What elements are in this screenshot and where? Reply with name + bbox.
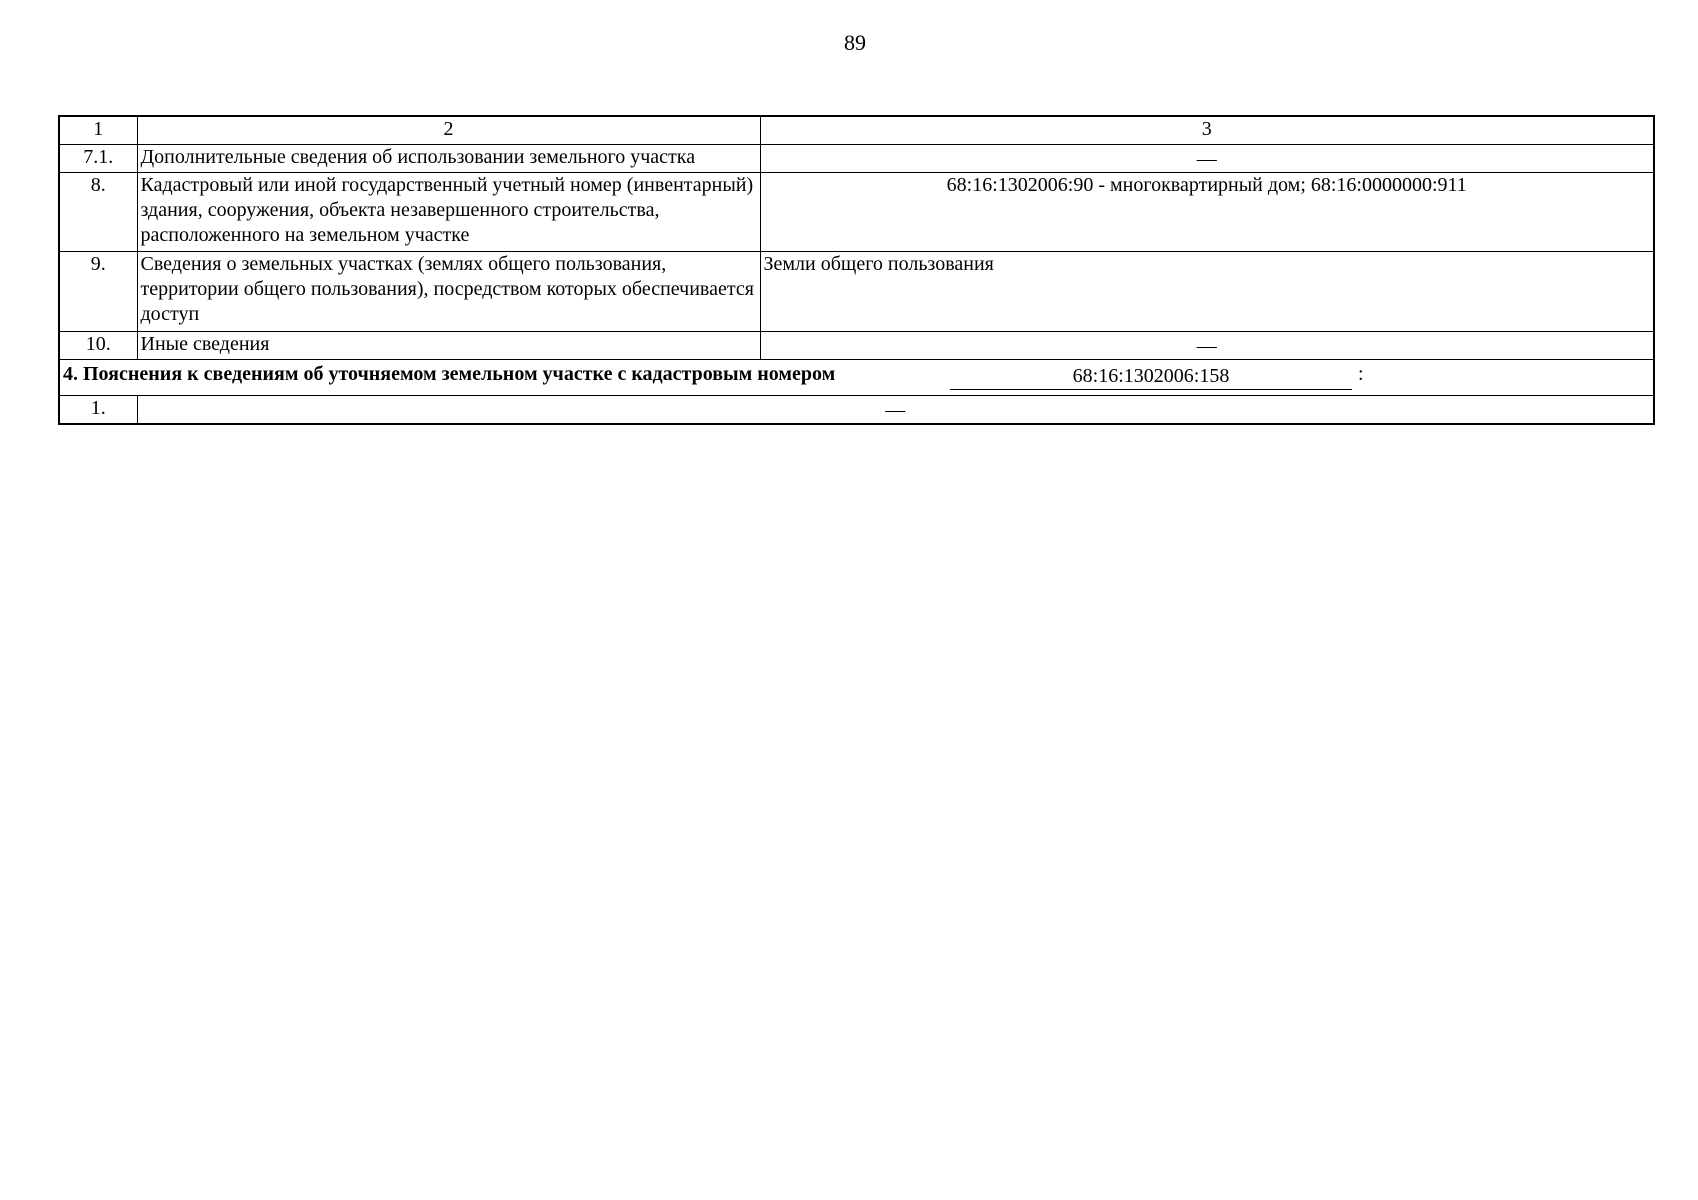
section-4-colon: : [1358,363,1364,385]
section-4-header [59,360,1654,396]
section-4-header-row [59,360,1654,396]
row-label: Кадастровый или иной государственный учетный номер (инвентарный) здания, сооружения, объекта незавершенного строительства, расположенного на земельном участке [137,173,760,252]
row-label: Дополнительные сведения об использовании земельного участка [137,145,760,173]
row-value [760,332,1654,360]
row-value: 68:16:1302006:90 - многоквартирный дом; 68:16:0000000:911 [760,173,1654,252]
section-4-title: 4. Пояснения к сведениям об уточняемом земельном участке с кадастровым номером [63,363,836,385]
row-value-text: — [1196,335,1217,357]
table-row [59,145,1654,173]
page-number: 89 [844,30,866,55]
header-col-2: 2 [137,116,760,145]
table-row [59,173,1654,252]
table-row [59,396,1654,425]
row-value-text: — [1196,148,1217,170]
row-label: Сведения о земельных участках (землях общего пользования, территории общего пользования), посредством которых обеспечивается доступ [137,252,760,332]
row-value [137,396,1654,425]
row-value-text: — [885,399,906,421]
table-row [59,252,1654,332]
row-number: 1. [59,396,137,425]
cadastral-number: 68:16:1302006:158 [950,364,1352,390]
row-value: Земли общего пользования [760,252,1654,332]
row-label: Иные сведения [137,332,760,360]
cadastral-info-table [58,115,1655,425]
row-number: 8. [59,173,137,252]
table-header-row [59,116,1654,145]
row-number: 10. [59,332,137,360]
row-value [760,145,1654,173]
table-row [59,332,1654,360]
row-number: 7.1. [59,145,137,173]
header-col-3: 3 [760,116,1654,145]
row-number: 9. [59,252,137,332]
header-col-1: 1 [59,116,137,145]
